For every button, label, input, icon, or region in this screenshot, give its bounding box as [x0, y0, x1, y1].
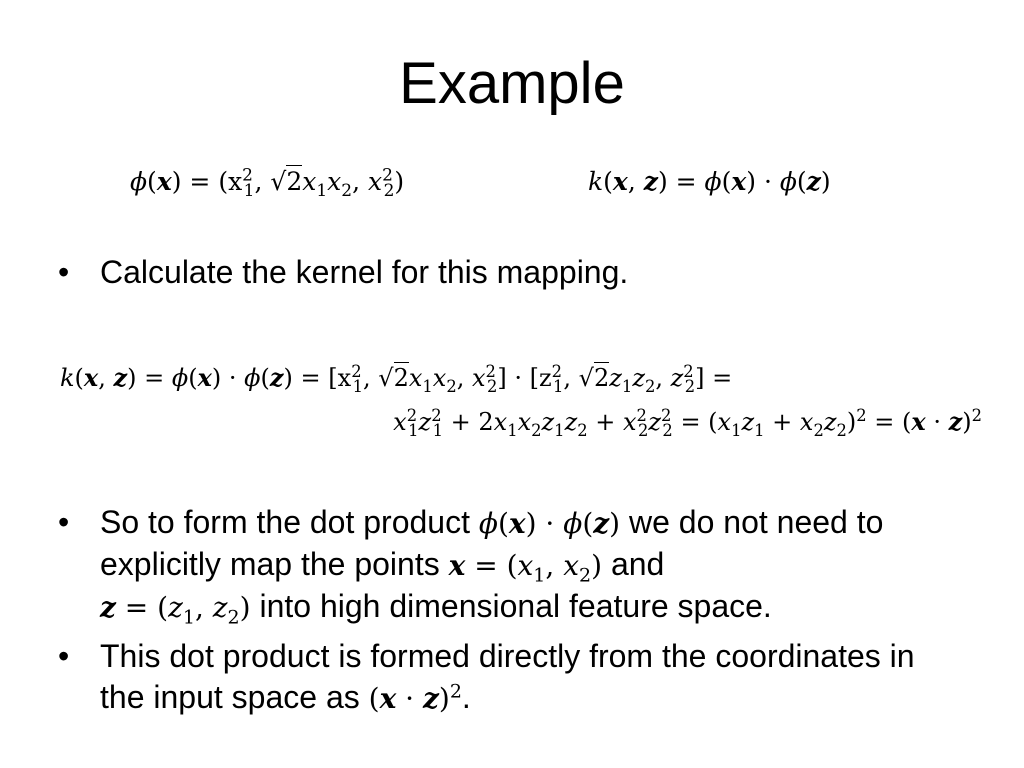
inline-math-phi-dot: ϕ(x) · ϕ(z)	[478, 507, 621, 540]
bullet-calculate-kernel	[58, 252, 958, 293]
bullet-text	[100, 636, 958, 719]
inline-math-x-point: $x = (x_1$, $x_2$)	[448, 549, 603, 587]
bullet-symbol: •	[58, 254, 70, 290]
equation-phi-mapping: $\phi(x) = (x^2_1$, $√2x_1x_2$, $x^2_2$)	[130, 165, 405, 201]
bullet-2-part-3: and	[610, 546, 665, 582]
bullet-symbol: •	[58, 504, 70, 540]
bullet-2-part-1: So to form the dot product	[100, 504, 470, 540]
equation-kernel-definition: k(x, z) = ϕ(x) · ϕ(z)	[588, 167, 831, 196]
bullet-input-space	[58, 636, 958, 719]
bullet-symbol: •	[58, 638, 70, 674]
bullet-3-part-1: This dot product is formed directly from the coordinates in the input space as	[100, 638, 915, 715]
bullet-text	[100, 502, 958, 628]
bullet-dot-product-explanation	[58, 502, 958, 628]
bullet-2-part-4: into high dimensional feature space.	[259, 588, 772, 624]
inline-math-z-point: $z = (z_1$, $z_2$)	[100, 591, 251, 629]
bullet-3-part-2: .	[461, 679, 471, 715]
equation-derivation-line-2: $x^2_1z^2_1 + 2x_1x_2z_1z_2 + x^2_2z^2_2 = (x_1z_1 + x_2z_2)^2 = (x \cdot z)^2$	[393, 406, 982, 440]
equation-derivation-line-1: k(x, $z) = \phi(x) \cdot \phi(z) = [x^2_1$, $√2x_1x_2$, $x^2_2] \cdot [z^2_1$, $√2z_1z_2$, $z^2_2$] =	[60, 362, 733, 396]
bullet-2-part-2: we do not need to explicitly map the points	[100, 504, 884, 582]
inline-math-x-dot-z-squared: $(x \cdot z)^2$	[368, 680, 462, 715]
bullet-text: Calculate the kernel for this mapping.	[100, 254, 629, 290]
slide-title: Example	[399, 51, 625, 116]
